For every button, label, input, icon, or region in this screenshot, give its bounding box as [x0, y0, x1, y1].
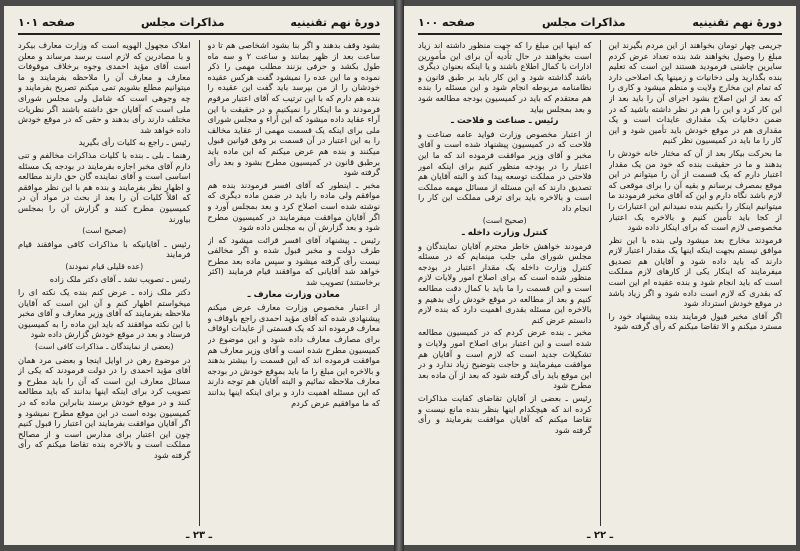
transcript-note: (صحیح است): [82, 226, 127, 236]
section-heading: معادن وزارت معارف ـ: [247, 289, 340, 300]
paragraph: اگر آقای مخبر قبول فرمایند بنده پیشنهاد خود را مسترد میکنم و الا تقاضا میکنم که رأی گرفته شود: [608, 310, 782, 332]
paragraph: که اینها این مبلغ را که جهت منظور داشته اند زیاد است بخواهند در حال تأدیه آن برای این مأمورین ادارات با کمال اطلاع باشند و یا اینکه بعنوان دیگری باشد گذاشته شود و این کار باید بر طبق قانون و نظامنامه مربوطه انجام شود و این مسئله را بنده هم معتقدم که باید در کمیسیون بودجه مطالعه شود و بعد بمجلس بیاید: [418, 40, 592, 114]
left-page-number: صفحه ۱۰۱: [18, 16, 76, 29]
left-page-right-column: [208, 40, 381, 526]
left-page-columns: [18, 40, 380, 526]
paragraph: از اعتبار مخصوص وزارت معارف عرض میکنم پیشنهادی شده که آقای مؤید احمدی راجع باوقاف و معارف فرموده اند که یک قسمتی از عایدات اوقاف برای مصارف معارف داده شود و این موضوع در کمیسیون مطرح شده است و آقای وزیر معارف هم موافقت فرموده اند که این قسمت را بیشتر بدهند و بالاخره این مبلغ را ما باید بموقع خودش در بودجه معارف ملاحظه نمائیم و البته آقایان هم توجه دارند که این مسئله اهمیت دارد و برای اینکه اینها بدانند که ما موافقیم عرض کردم: [207, 302, 380, 408]
section-heading: رئیس ـ صناعت و فلاحت ـ: [451, 116, 559, 127]
transcript-note: (بعضی از نمایندگان ـ مذاکرات کافی است): [35, 342, 174, 352]
right-page-number: صفحه ۱۰۰: [418, 16, 476, 29]
right-page-footer: ـ ۲۲ ـ: [586, 530, 614, 541]
paragraph: از اعتبار مخصوص وزارت فواید عامه صناعت و فلاحت که در کمیسیون پیشنهاد شده است و آقای مخبر و آقای وزیر موافقت فرموده اند که ما این اعتبار را در بودجه منظور کنیم برای اینکه امور فلاحتی در مملکت توسعه پیدا کند و البته آقایان هم تصدیق دارند که این مسئله از مسائل مهمه مملکت است و بالاخره باید برای ترقی مملکت این کار را انجام داد: [418, 128, 592, 213]
right-page-columns: [418, 40, 782, 526]
left-page-header: [18, 16, 380, 35]
paragraph: جریمی چهار تومان بخواهند از این مردم بگیرند این مبلغ را وصول بخواهند شد بنده تعداد عرض کردم سایرین چاشنی فرمودید هستند این است که تعلیم بنده بگذارید ولی دخانیات و زمینها یک اصلاحی دارد که تمام این مخارج ولایت و منظم میشود و کاری را که بعد از این اصلاح بشود اجرای آن را باید بعد از این کار کرد و این را هم در نظر داشته باشید که در ضمن دخانیات یک مقداری عایدات است و یک مقداری هم در موقع خودش باید تأمین شود و این کار را ما باید در کمیسیون نظر کنیم: [608, 40, 782, 146]
paragraph: رئیس ـ تصویب نشد ـ آقای دکتر ملک زاده: [49, 274, 191, 285]
right-page-right-column: [609, 40, 783, 526]
transcript-note: (صحیح است): [482, 215, 527, 225]
left-page-footer: ـ ۲۳ ـ: [185, 530, 213, 541]
column-divider: [199, 40, 200, 526]
section-heading: کنترل وزارت داخله ـ: [461, 228, 548, 239]
right-page-left-column: [418, 40, 592, 526]
paragraph: رهنما ـ بلی ـ بنده با کلیات مذاکرات مخالفم و تنی دارم آقای مخبر اجازه بفرمایند در بودجه یک مسئله اساسی است و آقای نماینده گان حق دارند مطالعه و اظهار نظر بفرمایند و بنده هم با این نظر موافقم که اقلاً کلیات آن را بعد از بحث در مواد آن در کمیسیون مطرح کنند و گزارش آن را بمجلس بیاورند: [18, 149, 191, 224]
column-divider: [600, 40, 601, 526]
paragraph: فرمودند مخارج بعد میشود ولی بنده با این نظر موافق نیستم بجهت اینکه اینها یک مقدار اعتبار لازم دارند که باید داده شود و آقایان هم تصدیق میفرمایند که اینکار یکی از کارهای لازم مملکت است که باید انجام شود و بنده عقیده ام این است که بقدری که لازم است داده شود و اگر زیاد باشد در موقع خودش استرداد شود: [608, 234, 782, 309]
paragraph: رئیس ـ پیشنهاد آقای افسر قرائت میشود که از طرف دولت و مخبر قبول شده و اگر مخالفی نیست رأی گرفته میشود و سپس ماده بعد مطرح خواهد شد آقایانی که موافقند قیام فرمایند (اکثر برخاستند) تصویب شد: [207, 234, 380, 288]
left-session-label: دورهٔ نهم تقنینیه: [290, 16, 380, 29]
paragraph: املاک مجهول الهویه است که وزارت معارف بیکرد و با مصادرین که لازم است برسد مرساند و معلن است آقای مؤید احمدی وجوه برخلاف موقوفات معارف و معارف آن را ملاحظه بفرمایند و ما میتوانیم مطلع بشویم تمی میکنم تصریح بفرمایند و چه وجوهی است که شامل ولی مجلس شورای ملی است که آقایان حق داشته باشند اگر نظریات مختلف دارند رأی بدهند و حقی که در موقع خودش داده خواهد شد: [18, 40, 191, 135]
paragraph: مخبر ـ بنده عرض کردم که در کمیسیون مطالعه شده است و این اعتبار برای اصلاح امور ولایات و تشکیلات جدید است که لازم است و آقایان هم موافقت میفرمایند و حاجت بتوضیح زیاد ندارد و در این موقع باید رأی گرفته شود که بعد از آن ماده بعد مطرح شود: [418, 327, 592, 391]
paragraph: دکتر ملک زاده ـ عرض کنم بنده یک نکته ای را میخواستم اظهار کنم و آن این است که آقایان ملاحظه بفرمایند که آقای وزیر معارف و آقای مخبر با این نکته موافقند که باید این ماده را به کمیسیون فرستاد و بعد در موقع خودش گزارش داده شود: [18, 287, 191, 340]
paragraph: مخبر ـ اینطور که آقای افسر فرمودند بنده هم موافقم ولی ماده را باید در ضمن ماده دیگری که نوشته شده است اصلاح کرد و بعد بمجلس آورد و اگر آقایان موافقت میفرمایند در کمیسیون مطرح شود و بعد گزارش آن به مجلس داده شود: [207, 179, 380, 233]
right-page-title: مذاکرات مجلس: [541, 16, 626, 29]
paragraph: فرمودند خواهش خاطر محترم آقایان نمایندگان و مجلس شورای ملی جلب مینمایم که در مسئله کنترل وزارت داخله یک مقدار اعتبار در بودجه منظور شده است که برای اصلاح امور ولایات لازم است و این قسمت را ما باید با کمال دقت مطالعه کنیم و بعد از مطالعه در موقع خودش رأی بدهیم و بالاخره این مسئله بقدری اهمیت دارد که بنده لازم دانستم عرض کنم: [418, 240, 592, 325]
paragraph: بشود وقف بدهند و اگر بنا بشود اشخاصی هم تا دو ساعت بعد از ظهر بمانند و ساعت ۲ و سه ماه طول بکشد و حرفی بزنند مطلب مهمی را ذکر نموده و ما این عده را نمیشود گفت هرکس عقیده خودشان را از من بپرسد باید گفت این عقیده را بنده هم دارم که با این ترتیب که آقای اعتبار مرقوم فرمودند و ما اینکار را نمیکنیم و در حقیقت با این آراء عقاید داده میشود که این آراء و مجلس شورای ملی برای اینکه یک قسمت مهمی از عقاید مخالف را به این اعتبار در آن قسمت بر وفق قوانین قبول میکنند و بنده هم عرض میکنم که این ماده باید برطبق قانون در کمیسیون مطرح بشود و بعد رأی گرفته شود: [207, 40, 380, 178]
right-session-label: دورهٔ نهم تقنینیه: [692, 16, 782, 29]
right-page-header: [418, 16, 782, 35]
paragraph: رئیس ـ راجع به کلیات رأی بگیرید: [78, 137, 191, 148]
book-gutter: [394, 0, 404, 551]
paragraph: رئیس ـ آقایانیکه با مذاکرات کافی موافقند قیام فرمایند: [18, 238, 191, 260]
paragraph: در موضوع رهن در اوایل اینجا و بعضی مرد همان آقای مؤید احمدی را در دولت فرمودند که یکی از مسائل معارف این است که آن را باید مطرح و تصویب کرد برای اینکه اینها بدانند که باید مطالعه کنند و در موقع خودش برسند بنابراین ماده که در کمیسیون بوده است در این موقع مطرح نمیشود و اگر آقایان موافقت بفرمایند این اعتبار را قبول کنیم چون این اعتبار برای مدارس است و از مصالح مملکت است و بالاخره بنده تقاضا میکنم که رأی گرفته شود: [18, 354, 191, 460]
right-page: [404, 6, 796, 545]
paragraph: رئیس ـ بعضی از آقایان تقاضای کفایت مذاکرات کرده اند که هیچکدام اینها بنظر بنده مانع نیست و تقاضا میکنم که آقایان موافقت بفرمایند و رأی گرفته شود: [418, 393, 592, 435]
left-page-left-column: [18, 40, 191, 526]
left-page: [4, 6, 394, 545]
left-page-title: مذاکرات مجلس: [140, 16, 225, 29]
paragraph: ما بحرکت بیکار بعد از آن که مختار خانه خودش را بدهند و ما در حقیقت بنده که خود من یک مقدار اعتبار دارم که یک قسمت از آن را میتوانم در این موقع بمصرف برسانم و بقیه آن را برای موقعی که لازم باشد نگاه دارم و این که آقای مخبر فرمودند ما میتوانیم اینکار را بکنیم بنده نمیدانم این اعتبارات را از کجا باید تأمین کنیم و بالاخره یک اعتبار مخصوصی لازم است که برای اینکار داده شود: [608, 147, 782, 233]
transcript-note: (عده قلیلی قیام نمودند): [65, 261, 144, 271]
